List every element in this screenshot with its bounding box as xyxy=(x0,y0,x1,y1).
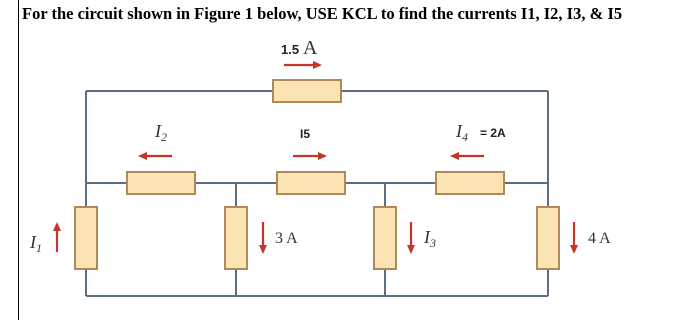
label-i3: $I_3$ xyxy=(424,227,436,250)
resistor-i4 xyxy=(436,172,504,194)
label-top-current-value: 1.5 xyxy=(281,42,300,57)
question-text: For the circuit shown in Figure 1 below, USE KCL to find the currents I1, I2, I3, & I5 xyxy=(22,4,623,23)
label-i4: $I_4$ xyxy=(456,121,468,144)
label-i1: $I_1$ xyxy=(30,232,42,255)
label-i5: I5 xyxy=(300,127,311,141)
resistor-3a xyxy=(225,207,247,269)
resistor-i3 xyxy=(374,207,396,269)
label-3a: 3 A xyxy=(275,230,298,247)
resistor-i5 xyxy=(277,172,345,194)
label-top-current-unit: A xyxy=(303,37,318,59)
resistor-4a xyxy=(537,207,559,269)
resistor-i1 xyxy=(75,207,97,269)
resistors xyxy=(75,80,559,269)
label-i4-value: = 2A xyxy=(480,126,506,140)
resistor-i2 xyxy=(127,172,195,194)
label-4a: 4 A xyxy=(588,230,611,247)
label-i2: $I_2$ xyxy=(155,121,167,144)
resistor-top xyxy=(273,80,341,102)
